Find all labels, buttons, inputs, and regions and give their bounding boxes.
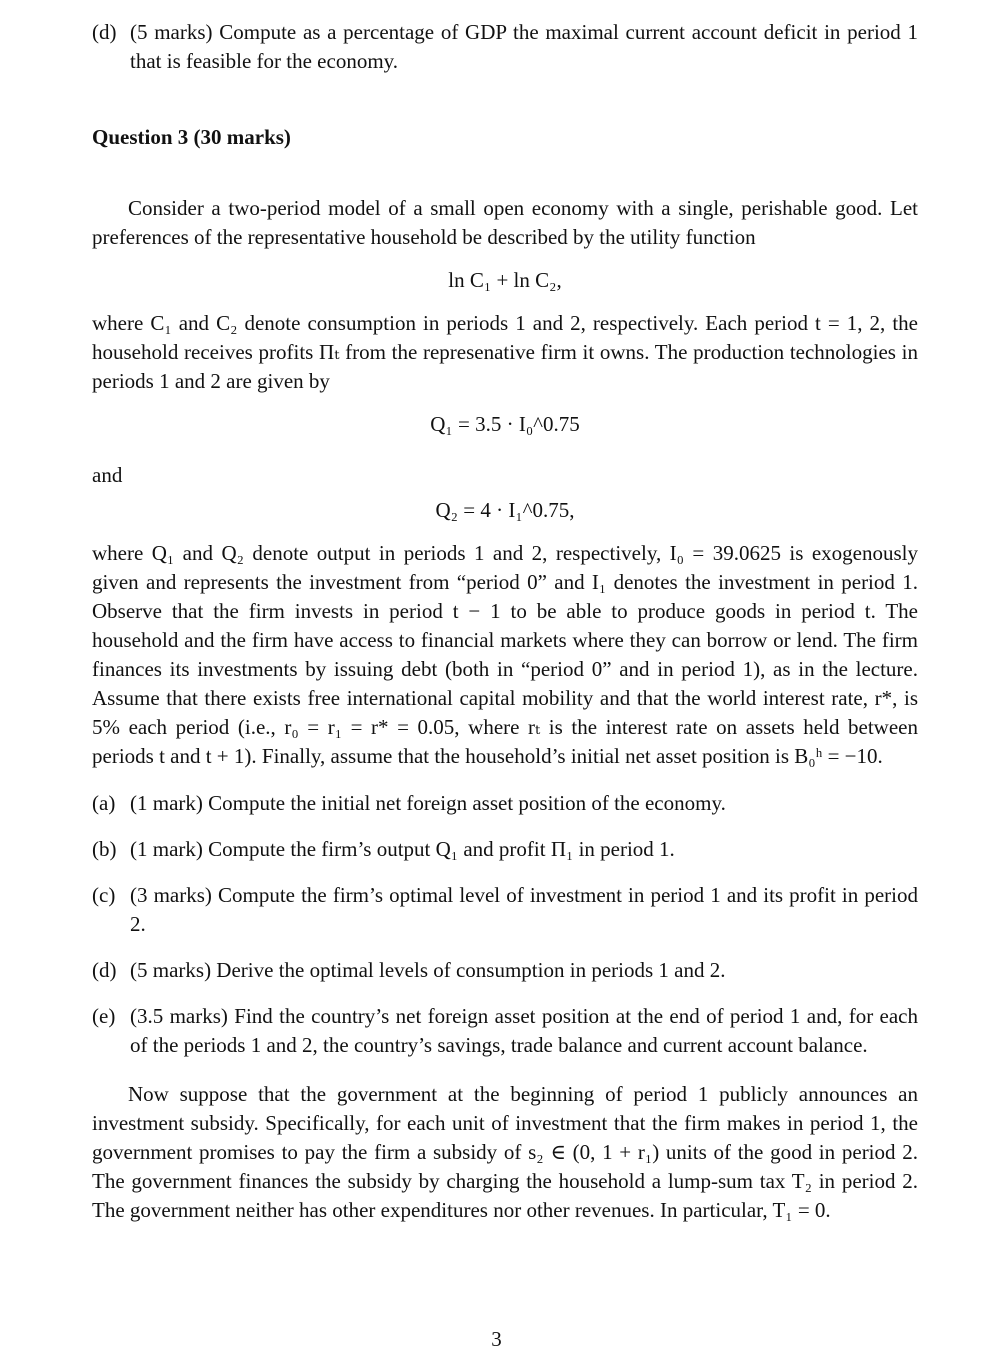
parts-list xyxy=(92,789,918,1060)
part-c xyxy=(92,881,918,939)
part-d xyxy=(92,956,918,985)
subsidy-paragraph: Now suppose that the government at the beginning of period 1 publicly announces an investment subsidy. Specifically, for each unit of investment that the firm makes in period 1, the government promises to pay the firm a subsidy of s₂ ∈ (0, 1 + r₁) units of the good in period 2. The government finances the subsidy by charging the household a lump-sum tax T₂ in period 2. The government neither has other expenditures nor other revenues. In particular, T₁ = 0. xyxy=(92,1082,918,1222)
part-label: (b) xyxy=(92,837,117,861)
production-equation-2: Q₂ = 4 · I₁^0.75, xyxy=(435,498,575,522)
production-equation-1: Q₁ = 3.5 · I₀^0.75 xyxy=(430,412,580,436)
and-word: and xyxy=(92,463,123,487)
profits-paragraph: where C₁ and C₂ denote consumption in periods 1 and 2, respectively. Each period t = 1, 2, the household receives profits Πₜ from the represenative firm it owns. The production technologies in periods 1 and 2 are given by xyxy=(92,311,918,393)
part-label: (d) xyxy=(92,958,117,982)
part-text: (5 marks) Derive the optimal levels of consumption in periods 1 and 2. xyxy=(130,958,726,982)
part-b xyxy=(92,835,918,864)
part-e xyxy=(92,1002,918,1060)
part-text: (1 mark) Compute the firm’s output Q₁ and profit Π₁ in period 1. xyxy=(130,837,675,861)
page-number: 3 xyxy=(491,1327,502,1351)
document-page xyxy=(92,18,918,1225)
intro-paragraph: Consider a two-period model of a small open economy with a single, perishable good. Let preferences of the representative household be described by the utility function xyxy=(92,196,918,249)
part-d-previous xyxy=(92,18,918,76)
question-title: Question 3 (30 marks) xyxy=(92,125,291,149)
part-label: (e) xyxy=(92,1004,116,1028)
utility-equation: ln C₁ + ln C₂, xyxy=(448,268,562,292)
part-text: (3.5 marks) Find the country’s net foreign asset position at the end of period 1 and, for each of the periods 1 and 2, the country’s savings, trade balance and current account balance. xyxy=(130,1004,918,1057)
part-label: (a) xyxy=(92,791,116,815)
part-label: (d) xyxy=(92,20,117,44)
part-text: (3 marks) Compute the firm’s optimal level of investment in period 1 and its profit in period 2. xyxy=(130,883,918,936)
part-text: (1 mark) Compute the initial net foreign asset position of the economy. xyxy=(130,791,726,815)
part-text: (5 marks) Compute as a percentage of GDP the maximal current account deficit in period 1 that is feasible for the economy. xyxy=(130,20,918,73)
assumptions-paragraph: where Q₁ and Q₂ denote output in periods 1 and 2, respectively, I₀ = 39.0625 is exogenously given and represents the investment from “period 0” and I₁ denotes the investment in period 1. Observe that the firm invests in period t − 1 to be able to produce goods in period t. The household and the firm have access to financial markets where they can borrow or lend. The firm finances its investments by issuing debt (both in “period 0” and in period 1), as in the lecture. Assume that there exists free international capital mobility and that the world interest rate, r*, is 5% each period (i.e., r₀ = r₁ = r* = 0.05, where rₜ is the interest rate on assets held between periods t and t + 1). Finally, assume that the household’s initial net asset position is B₀ʰ = −10. xyxy=(92,541,918,768)
part-a xyxy=(92,789,918,818)
part-label: (c) xyxy=(92,883,116,907)
